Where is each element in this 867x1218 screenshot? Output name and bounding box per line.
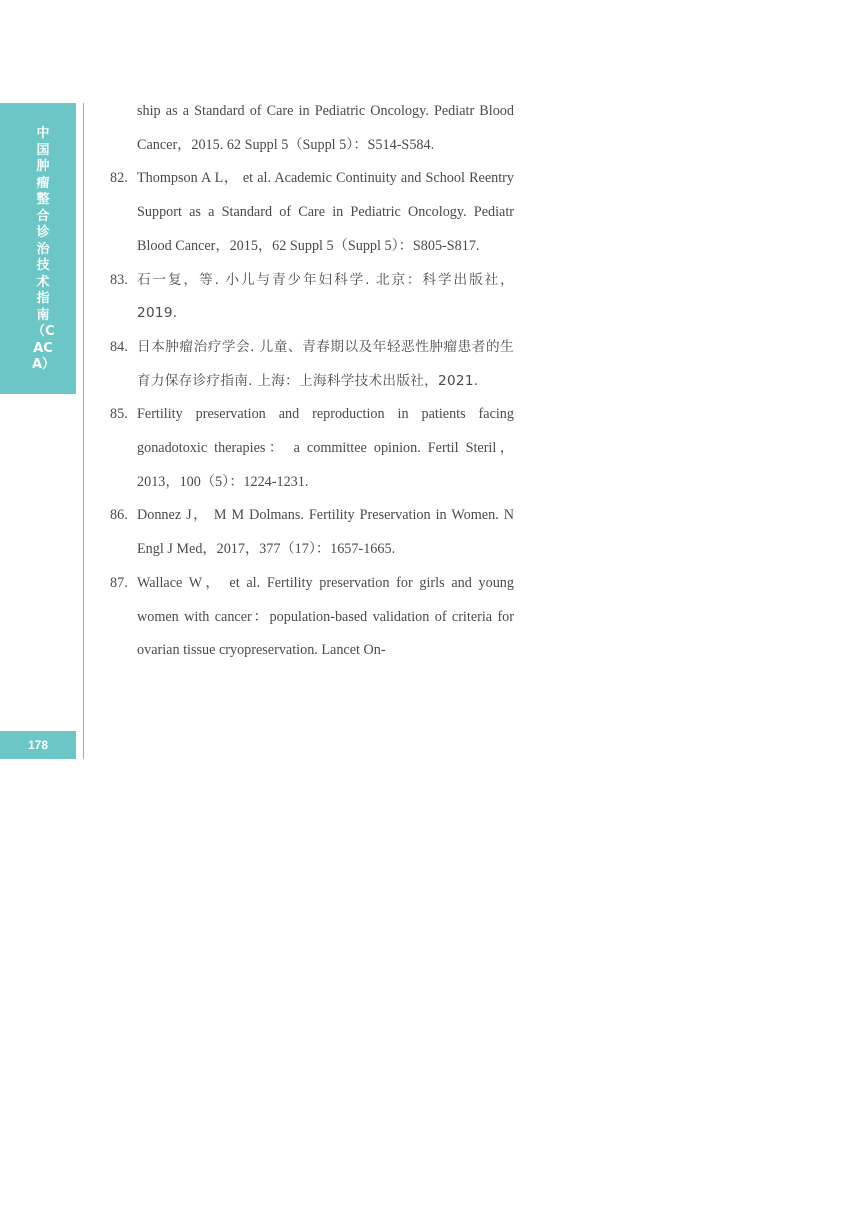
reference-text: Thompson A L， et al. Academic Continuity and School Reentry Support as a Standard of Care in Pediatric Oncology. Pediatr Blood Cancer，2015，62 Suppl 5（Suppl 5）：S805-S817. <box>137 170 514 254</box>
reference-text: 石一复，等. 小儿与青少年妇科学. 北京：科学出版社，2019. <box>137 271 514 322</box>
reference-list <box>110 95 514 668</box>
reference-item <box>110 499 514 566</box>
reference-item <box>110 567 514 668</box>
reference-number: 86. <box>110 507 128 524</box>
reference-item <box>110 264 514 331</box>
reference-item <box>110 95 514 162</box>
reference-text: ship as a Standard of Care in Pediatric Oncology. Pediatr Blood Cancer，2015. 62 Suppl 5（Suppl 5）：S514-S584. <box>137 103 514 153</box>
reference-number: 87. <box>110 574 128 591</box>
reference-item <box>110 398 514 499</box>
reference-text: Fertility preservation and reproduction in patients facing gonadotoxic therapies： a committee opinion. Fertil Steril，2013，100（5）：1224-1231. <box>137 406 514 490</box>
margin-rule <box>83 103 84 759</box>
reference-text: 日本肿瘤治疗学会. 儿童、青春期以及年轻恶性肿瘤患者的生育力保存诊疗指南. 上海：上海科学技术出版社，2021. <box>137 338 514 389</box>
reference-number: 83. <box>110 271 128 288</box>
reference-text: Donnez J， M M Dolmans. Fertility Preservation in Women. N Engl J Med，2017，377（17）：1657-1665. <box>137 507 514 558</box>
reference-text: Wallace W， et al. Fertility preservation for girls and young women with cancer：population-based validation of criteria for ovarian tissue cryopreservation. Lancet On- <box>137 574 514 659</box>
reference-number: 84. <box>110 338 128 355</box>
side-title: 中国肿瘤整合诊治技术指南（CACA） <box>32 126 56 372</box>
reference-item <box>110 162 514 263</box>
page-number: 178 <box>27 738 49 752</box>
reference-number: 85. <box>110 406 128 423</box>
reference-number: 82. <box>110 170 128 187</box>
reference-item <box>110 331 514 398</box>
